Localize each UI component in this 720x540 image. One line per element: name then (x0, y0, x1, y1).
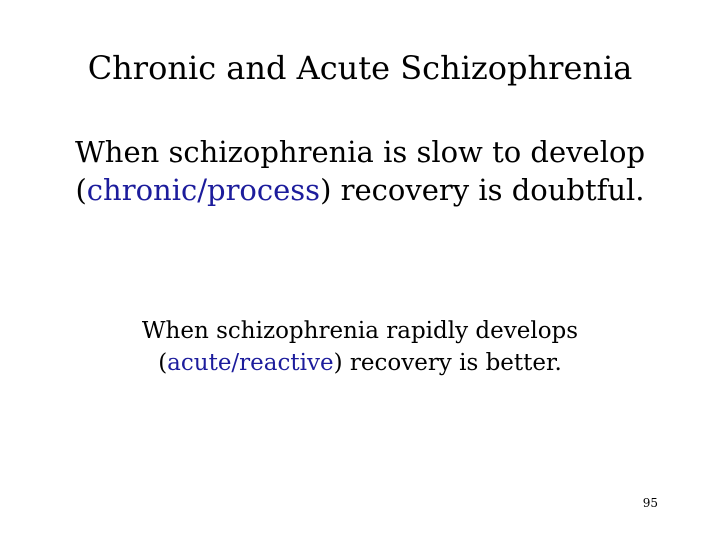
acute-reactive-term: acute/reactive (167, 350, 334, 376)
slide-title: Chronic and Acute Schizophrenia (87, 49, 633, 87)
chronic-statement-rest: ) recovery is doubtful. (320, 173, 645, 207)
chronic-statement (0, 133, 720, 209)
chronic-process-term: chronic/process (86, 173, 321, 207)
chronic-statement-line-1: When schizophrenia is slow to develop (74, 135, 646, 169)
open-paren: ( (75, 173, 87, 207)
open-paren: ( (158, 350, 168, 376)
chronic-statement-line-2 (0, 171, 720, 209)
acute-statement (0, 315, 720, 379)
acute-statement-rest: ) recovery is better. (333, 350, 562, 376)
acute-statement-line-1: When schizophrenia rapidly develops (141, 318, 579, 344)
acute-statement-line-2 (0, 347, 720, 379)
page-number: 95 (642, 496, 658, 510)
